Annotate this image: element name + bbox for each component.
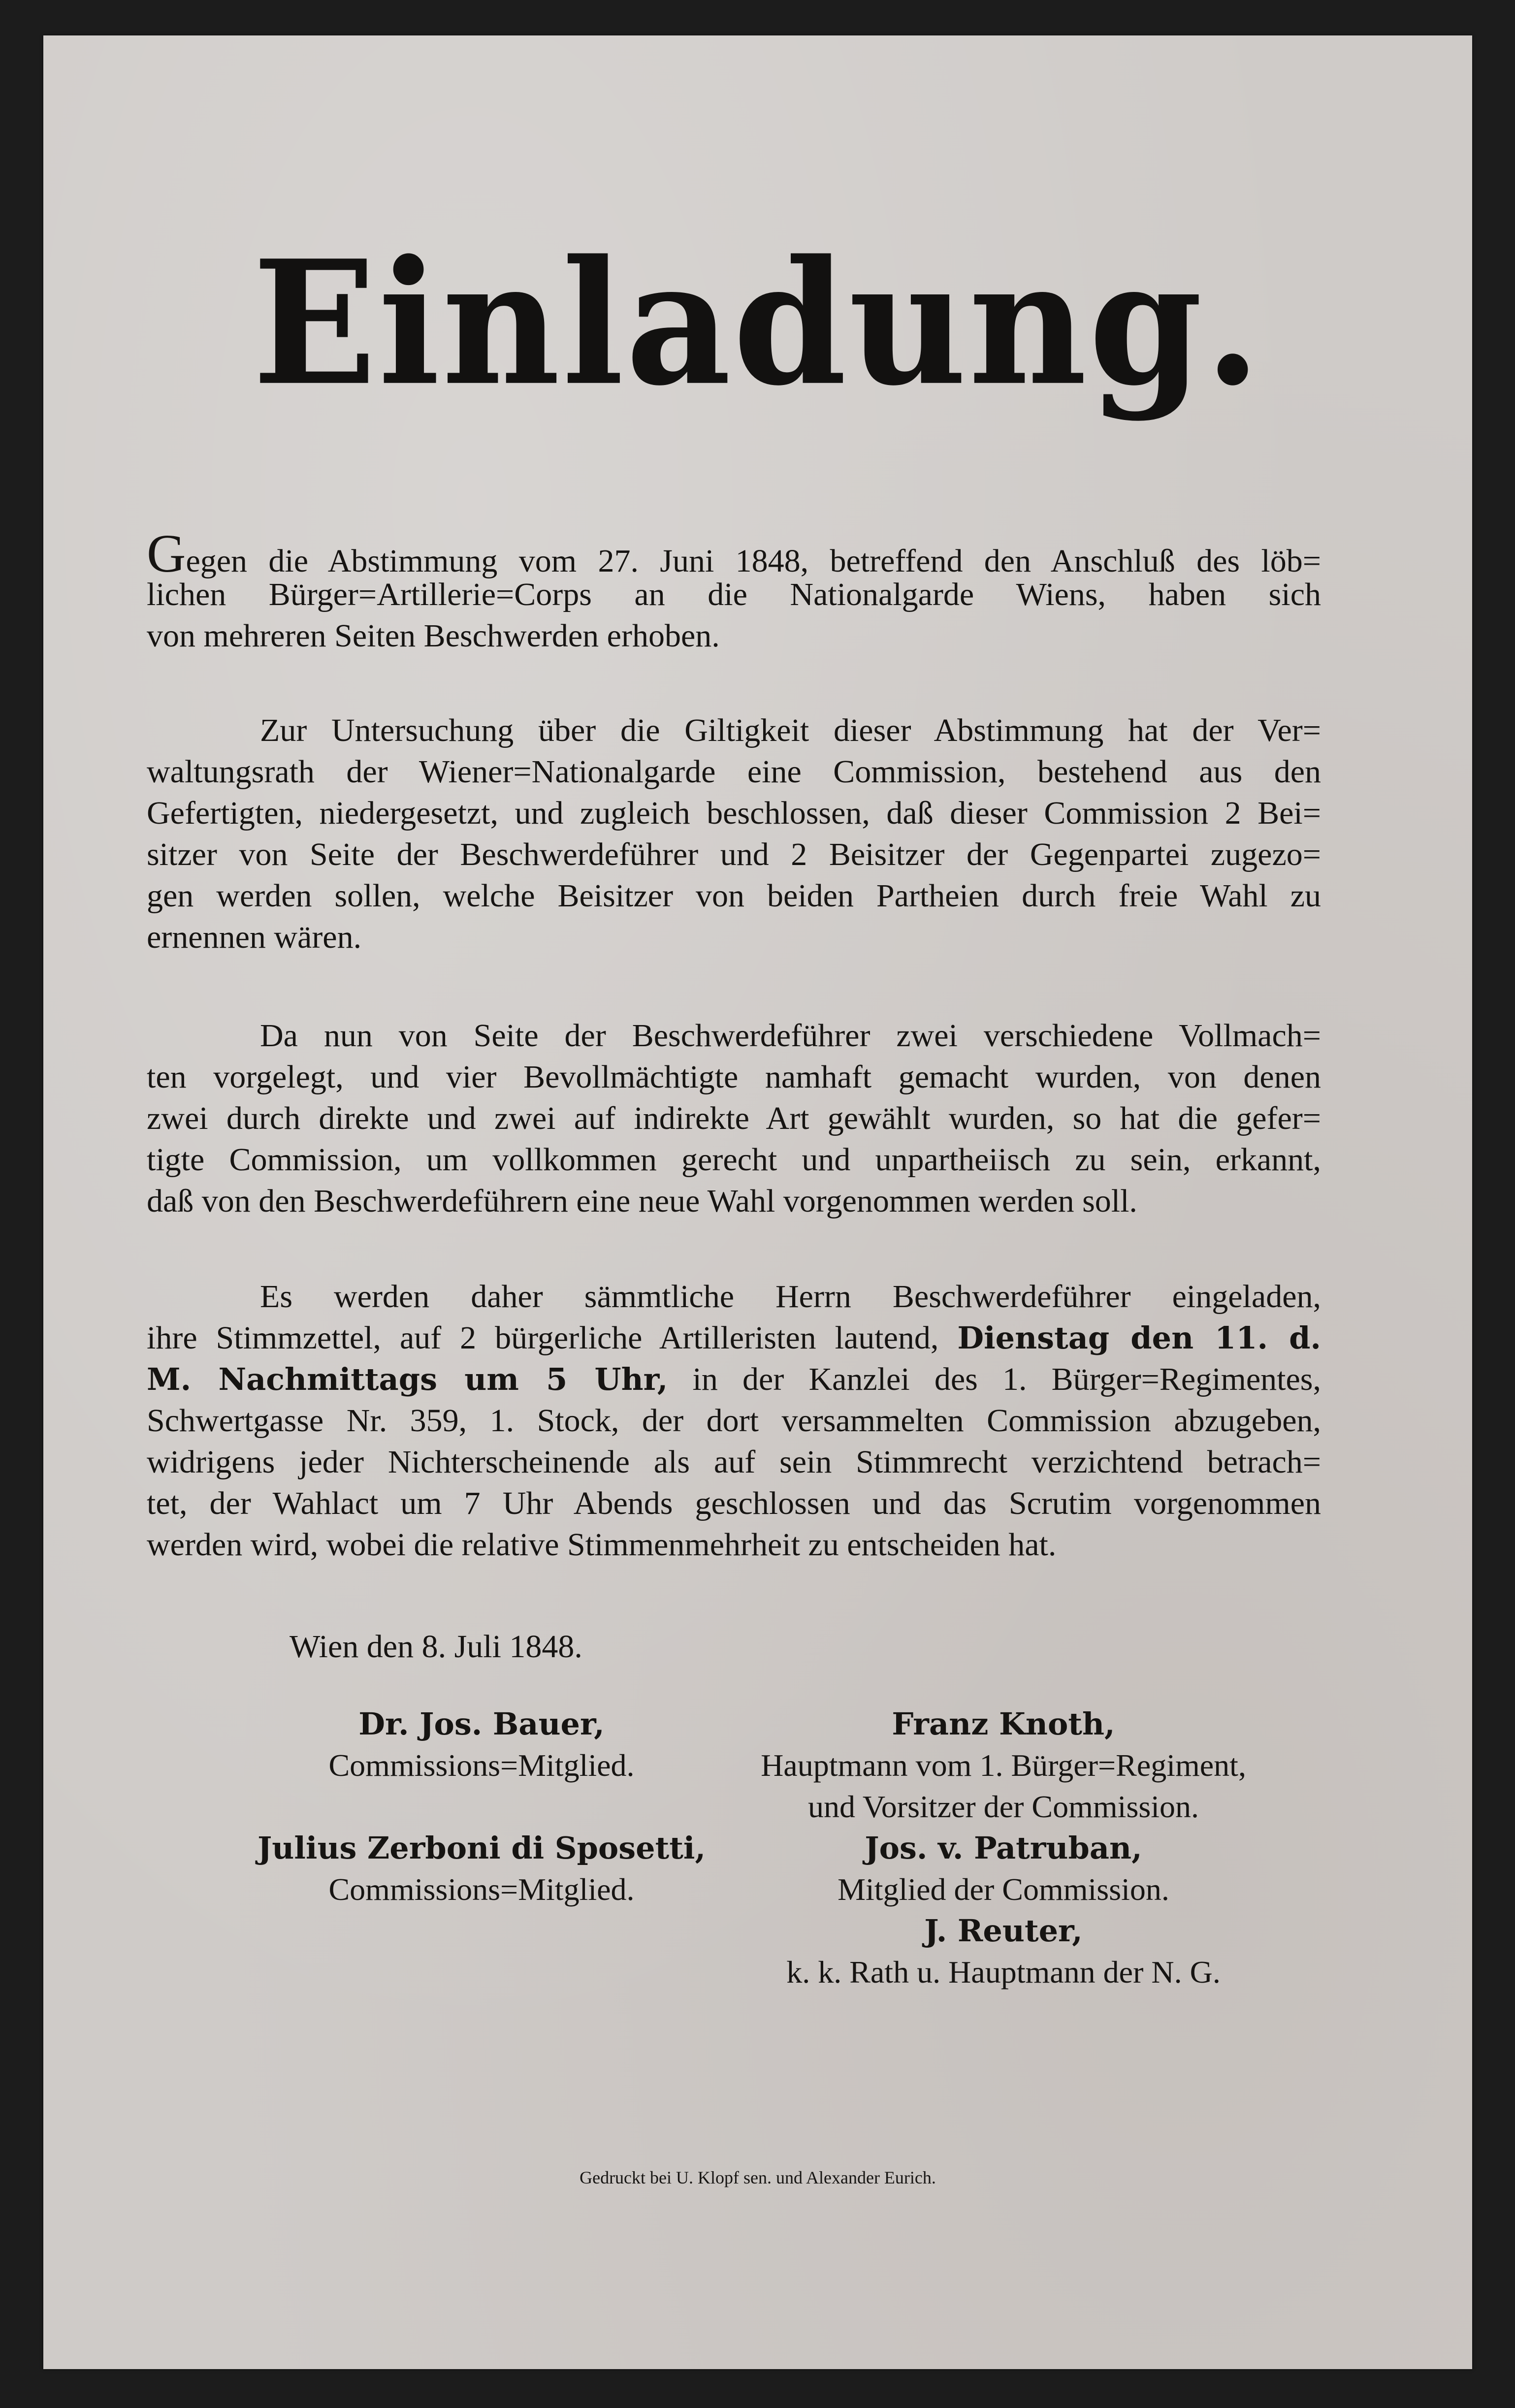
poster-title: Einladung. bbox=[252, 223, 1263, 423]
text-line: werden wird, wobei die relative Stimmenmehrheit zu entscheiden hat. bbox=[147, 1527, 1057, 1563]
text-line: ernennen wären. bbox=[147, 919, 362, 955]
bold-date: Dienstag den 11. d. bbox=[957, 1320, 1322, 1356]
signer-name: Julius Zerboni di Sposetti, bbox=[257, 1830, 706, 1866]
signer-role: Mitglied der Commission. bbox=[838, 1872, 1169, 1907]
text-line: tet, der Wahlact um 7 Uhr Abends geschlossen und das Scrutim vorgenommen bbox=[147, 1485, 1321, 1521]
text-line: von mehreren Seiten Beschwerden erhoben. bbox=[147, 618, 720, 654]
text-line: lichen Bürger=Artillerie=Corps an die Nationalgarde Wiens, haben sich bbox=[147, 577, 1321, 612]
signer-name: J. Reuter, bbox=[924, 1913, 1083, 1949]
paragraph-1 bbox=[147, 523, 1321, 657]
signer-name: Franz Knoth, bbox=[892, 1706, 1115, 1742]
signer-role: Commissions=Mitglied. bbox=[328, 1872, 635, 1907]
text-line: zwei durch direkte und zwei auf indirekte Art gewählt wurden, so hat die gefer= bbox=[147, 1100, 1321, 1136]
paragraph-3 bbox=[147, 1015, 1321, 1222]
signature-right-2 bbox=[683, 1828, 1323, 1910]
drop-cap: G bbox=[147, 523, 186, 583]
text-line bbox=[147, 523, 1321, 583]
printer-imprint: Gedruckt bei U. Klopf sen. und Alexander Eurich. bbox=[580, 2168, 936, 2187]
date-line: Wien den 8. Juli 1848. bbox=[290, 1629, 582, 1665]
text-line: daß von den Beschwerdeführern eine neue Wahl vorgenommen werden soll. bbox=[147, 1183, 1137, 1219]
text-line bbox=[147, 1359, 1321, 1400]
signer-role: k. k. Rath u. Hauptmann der N. G. bbox=[786, 1955, 1221, 1990]
text-line: widrigens jeder Nichterscheinende als auf sein Stimmrecht verzichtend betrach= bbox=[147, 1444, 1321, 1480]
signature-right-3 bbox=[683, 1910, 1323, 1993]
text-line: waltungsrath der Wiener=Nationalgarde eine Commission, bestehend aus den bbox=[147, 754, 1321, 790]
text-line: Da nun von Seite der Beschwerdeführer zwei verschiedene Vollmach= bbox=[260, 1018, 1321, 1054]
text-line: sitzer von Seite der Beschwerdeführer und 2 Beisitzer der Gegenpartei zugezo= bbox=[147, 836, 1321, 872]
text-line: tigte Commission, um vollkommen gerecht und unpartheiisch zu sein, erkannt, bbox=[147, 1142, 1321, 1178]
paragraph-4 bbox=[147, 1276, 1321, 1566]
signer-name: Jos. v. Patruban, bbox=[865, 1830, 1142, 1866]
signer-role: Commissions=Mitglied. bbox=[328, 1748, 635, 1783]
signature-left-1 bbox=[211, 1703, 752, 1786]
signer-name: Dr. Jos. Bauer, bbox=[358, 1706, 605, 1742]
text-line: ten vorgelegt, und vier Bevollmächtigte namhaft gemacht wurden, von denen bbox=[147, 1059, 1321, 1095]
text-line: Schwertgasse Nr. 359, 1. Stock, der dort versammelten Commission abzugeben, bbox=[147, 1403, 1321, 1439]
signer-role: und Vorsitzer der Commission. bbox=[807, 1789, 1199, 1824]
signature-right-1 bbox=[683, 1703, 1323, 1828]
text-line: Zur Untersuchung über die Giltigkeit dieser Abstimmung hat der Ver= bbox=[260, 712, 1321, 748]
text-line bbox=[147, 1317, 1321, 1359]
signer-role: Hauptmann vom 1. Bürger=Regiment, bbox=[761, 1748, 1246, 1783]
paragraph-2 bbox=[147, 710, 1321, 958]
text-line: gen werden sollen, welche Beisitzer von beiden Partheien durch freie Wahl zu bbox=[147, 878, 1321, 914]
text: in der Kanzlei des 1. Bürger=Regimentes, bbox=[692, 1361, 1321, 1397]
bold-time: M. Nachmittags um 5 Uhr, bbox=[147, 1361, 668, 1397]
text: ihre Stimmzettel, auf 2 bürgerliche Artilleristen lautend, bbox=[147, 1320, 939, 1356]
poster-sheet bbox=[43, 35, 1472, 2369]
text-line: Gefertigten, niedergesetzt, und zugleich beschlossen, daß dieser Commission 2 Bei= bbox=[147, 795, 1321, 831]
text: egen die Abstimmung vom 27. Juni 1848, betreffend den Anschluß des löb= bbox=[186, 543, 1321, 579]
text-line: Es werden daher sämmtliche Herrn Beschwerdeführer eingeladen, bbox=[260, 1279, 1321, 1315]
